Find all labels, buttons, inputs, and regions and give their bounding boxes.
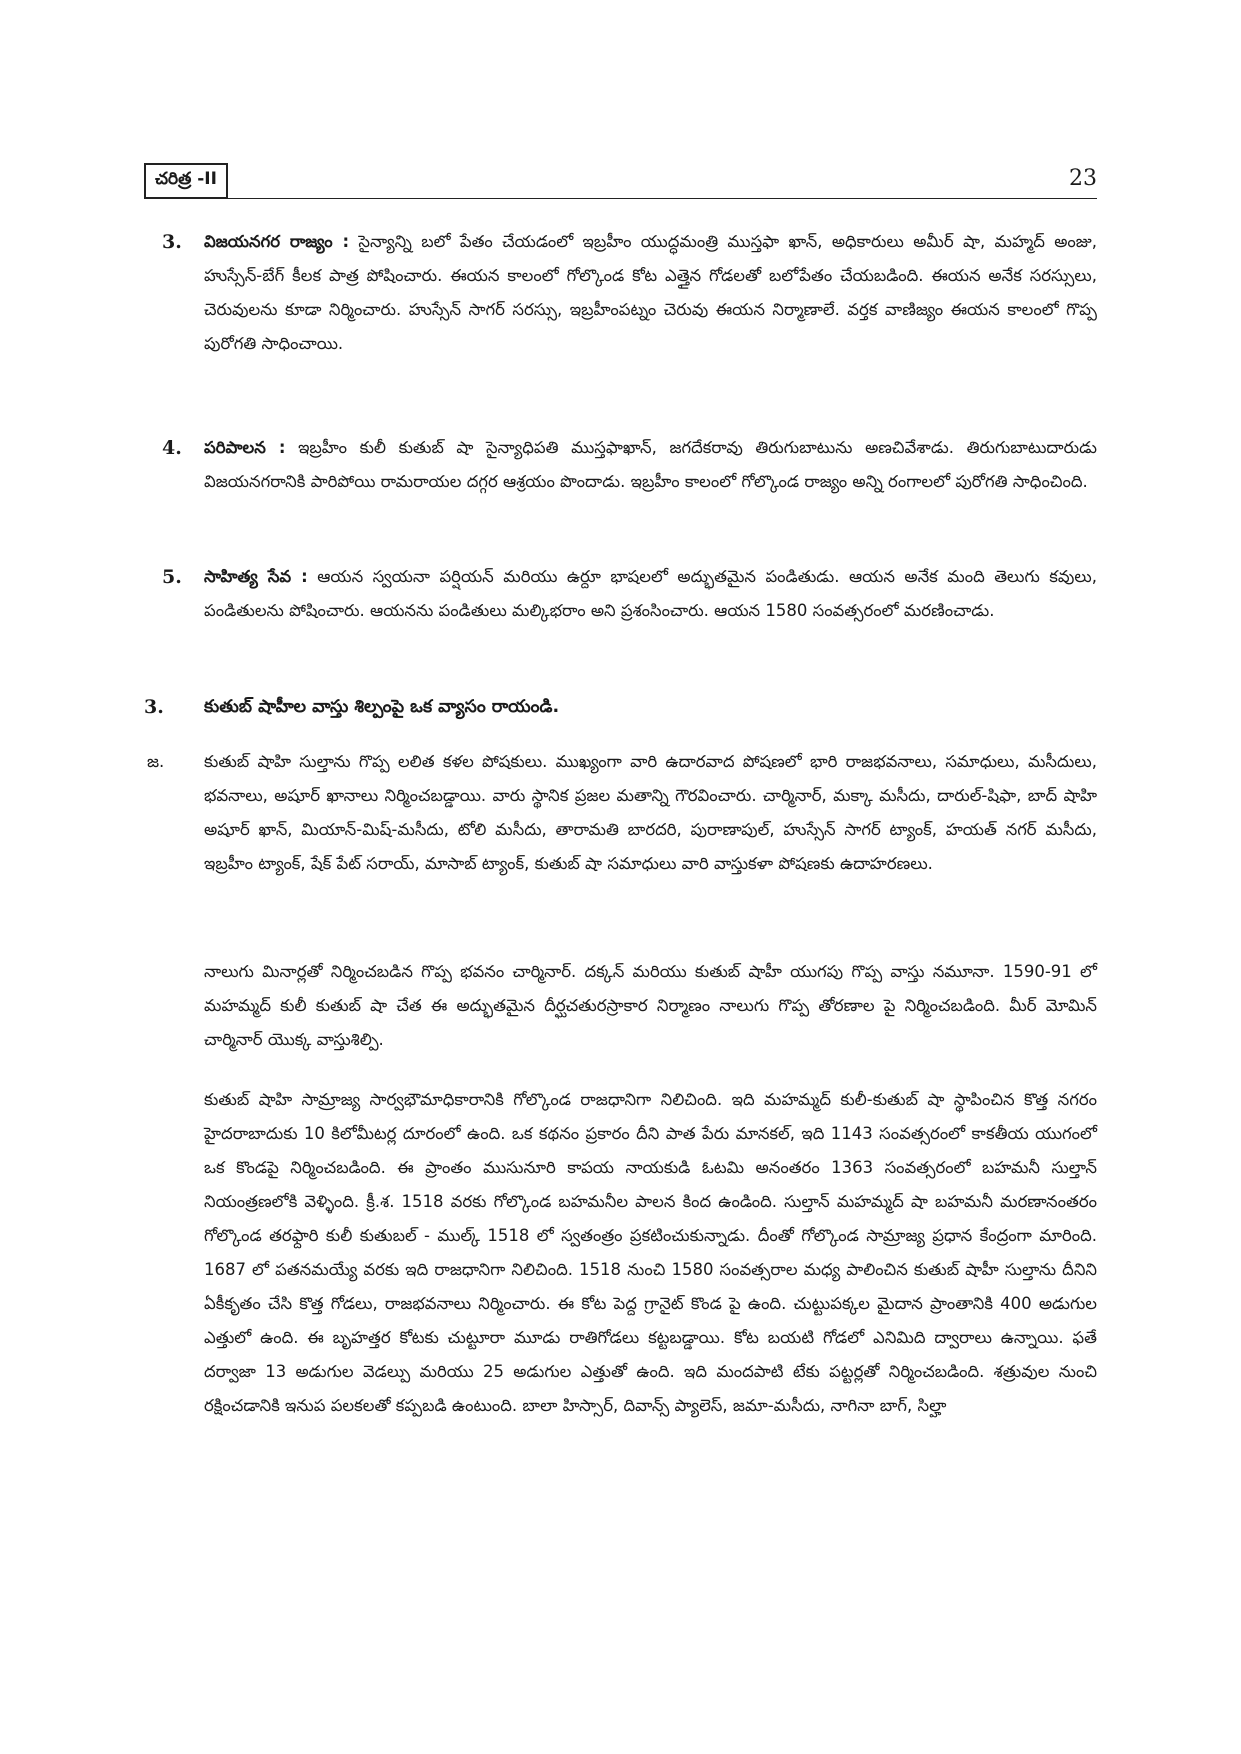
subject-header: చరిత్ర -II (144, 163, 228, 199)
question (144, 690, 1097, 724)
list-item (162, 431, 1097, 499)
answer-paragraph: కుతుబ్ షాహి సామ్రాజ్య సార్వభౌమాధికారానికి గోల్కొండ రాజధానిగా నిలిచింది. ఇది మహమ్మద్ కులీ-కుతుబ్ షా స్థాపించిన కొత్త నగరం హైదరాబాదుకు 10 కిలోమీటర్ల దూరంలో ఉంది. ఒక కథనం ప్రకారం దీని పాత పేరు మానకల్, ఇది 1143 సంవత్సరంలో కాకతీయ యుగంలో ఒక కొండపై నిర్మించబడింది. ఈ ప్రాంతం ముసునూరి కాపయ నాయకుడి ఓటమి అనంతరం 1363 సంవత్సరంలో బహమనీ సుల్తాన్ నియంత్రణలోకి వెళ్ళింది. క్రీ.శ. 1518 వరకు గోల్కొండ బహమనీల పాలన కింద ఉండింది. సుల్తాన్ మహమ్మద్ షా బహమనీ మరణానంతరం గోల్కొండ తరఫ్దారి కులీ కుతుబల్ - ముల్క్ 1518 లో స్వతంత్రం ప్రకటించుకున్నాడు. దీంతో గోల్కొండ సామ్రాజ్య ప్రధాన కేంద్రంగా మారింది. 1687 లో పతనమయ్యే వరకు ఇది రాజధానిగా నిలిచింది. 1518 నుంచి 1580 సంవత్సరాల మధ్య పాలించిన కుతుబ్ షాహీ సుల్తాను దీనిని ఏకీకృతం చేసి కొత్త గోడలు, రాజభవనాలు నిర్మించారు. ఈ కోట పెద్ద గ్రానైట్ కొండ పై ఉంది. చుట్టుపక్కల మైదాన ప్రాంతానికి 400 అడుగుల ఎత్తులో ఉంది. ఈ బృహత్తర కోటకు చుట్టూరా మూడు రాతిగోడలు కట్టబడ్డాయి. కోట బయటి గోడలో ఎనిమిది ద్వారాలు ఉన్నాయి. ఫతే దర్వాజా 13 అడుగుల వెడల్పు మరియు 25 అడుగుల ఎత్తుతో ఉంది. ఇది మందపాటి టేకు పట్టర్లతో నిర్మించబడింది. శత్రువుల నుంచి రక్షించడానికి ఇనుప పలకలతో కప్పబడి ఉంటుంది. బాలా హిస్సార్, దివాన్స్ ప్యాలెస్, జమా-మసీదు, నాగినా బాగ్, సిల్హా (204, 1090, 1097, 1415)
answer-paragraph: నాలుగు మినార్లతో నిర్మించబడిన గొప్ప భవనం చార్మినార్. దక్కన్ మరియు కుతుబ్ షాహీ యుగపు గొప్ప వాస్తు నమూనా. 1590-91 లో మహమ్మద్ కులీ కుతుబ్ షా చేత ఈ అద్భుతమైన దీర్ఘచతురస్రాకార నిర్మాణం నాలుగు గొప్ప తోరణాల పై నిర్మించబడింది. మీర్ మోమిన్ చార్మినార్ యొక్క వాస్తుశిల్పి. (204, 962, 1097, 1049)
item-number: 4. (162, 437, 182, 459)
question-text: కుతుబ్ షాహీల వాస్తు శిల్పంపై ఒక వ్యాసం రాయండి. (204, 697, 560, 717)
header-rule (228, 198, 1097, 199)
item-number: 5. (162, 566, 182, 588)
page-number: 23 (1069, 166, 1097, 191)
answer-paragraph: కుతుబ్ షాహి సుల్తాను గొప్ప లలిత కళల పోషకులు. ముఖ్యంగా వారి ఉదారవాద పోషణలో భారి రాజభవనాలు, సమాధులు, మసీదులు, భవనాలు, అషూర్ ఖానాలు నిర్మించబడ్డాయి. వారు స్థానిక ప్రజల మతాన్ని గౌరవించారు. చార్మినార్, మక్కా మసీదు, దారుల్-షిఫా, బాద్ షాహి అషూర్ ఖాన్, మియాన్-మిష్-మసీదు, టోలి మసీదు, తారామతి బారదరి, పురాణాపుల్, హుస్సేన్ సాగర్ ట్యాంక్, హయత్ నగర్ మసీదు, ఇబ్రహీం ట్యాంక్, షేక్ పేట్ సరాయ్, మాసాబ్ ట్యాంక్, కుతుబ్ షా సమాధులు వారి వాస్తుకళా పోషణకు ఉదాహరణలు. (204, 752, 1097, 873)
list-item (162, 225, 1097, 361)
answer-label: జ. (147, 752, 165, 771)
list-item (162, 560, 1097, 628)
item-text: ఇబ్రహీం కులీ కుతుబ్ షా సైన్యాధిపతి ముస్తఫాఖాన్, జగదేకరావు తిరుగుబాటును అణచివేశాడు. తిరుగుబాటుదారుడు విజయనగరానికి పారిపోయి రామరాయల దగ్గర ఆశ్రయం పొందాడు. ఇబ్రహీం కాలంలో గోల్కొండ రాజ్యం అన్ని రంగాలలో పురోగతి సాధించింది. (204, 438, 1098, 491)
question-number: 3. (144, 696, 164, 718)
item-title: సాహిత్య సేవ : (204, 567, 308, 586)
item-title: పరిపాలన : (204, 438, 286, 457)
item-number: 3. (162, 231, 182, 253)
item-text: సైన్యాన్ని బలో పేతం చేయడంలో ఇబ్రహీం యుద్ధమంత్రి ముస్తఫా ఖాన్, అధికారులు అమీర్ షా, మహ్మద్ అంజు, హుస్సేన్-బేగ్ కీలక పాత్ర పోషించారు. ఈయన కాలంలో గోల్కొండ కోట ఎత్తైన గోడలతో బలోపేతం చేయబడింది. ఈయన అనేక సరస్సులు, చెరువులను కూడా నిర్మించారు. హుస్సేన్ సాగర్ సరస్సు, ఇబ్రహీంపట్నం చెరువు ఈయన నిర్మాణాలే. వర్తక వాణిజ్యం ఈయన కాలంలో గొప్ప పురోగతి సాధించాయి. (204, 232, 1098, 353)
item-title: విజయనగర రాజ్యం : (204, 232, 350, 251)
item-text: ఆయన స్వయనా పర్షియన్ మరియు ఉర్దూ భాషలలో అద్భుతమైన పండితుడు. ఆయన అనేక మంది తెలుగు కవులు, పండితులను పోషించారు. ఆయనను పండితులు మల్కిభరాం అని ప్రశంసించారు. ఆయన 1580 సంవత్సరంలో మరణించాడు. (204, 567, 1097, 620)
